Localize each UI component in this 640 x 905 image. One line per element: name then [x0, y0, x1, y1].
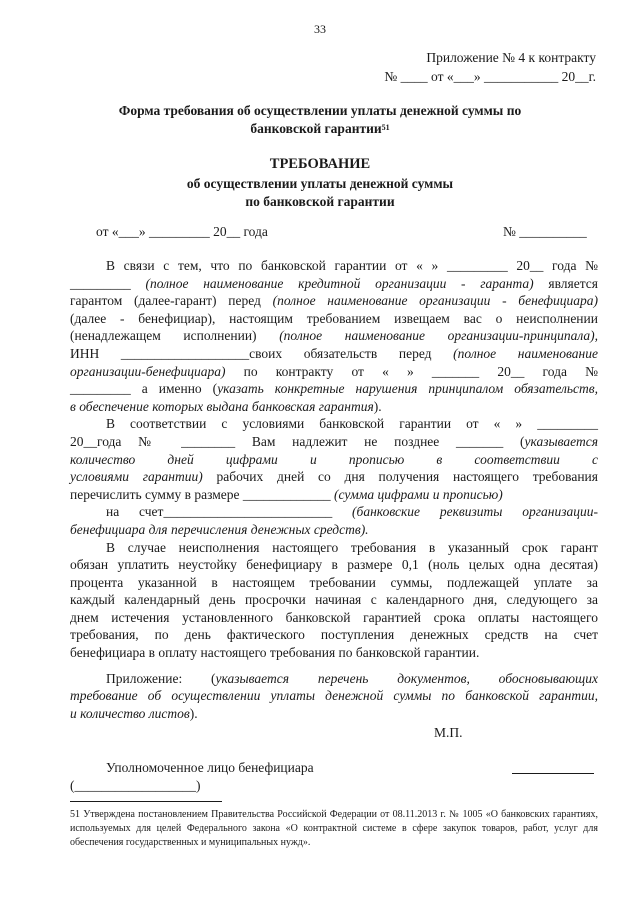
body-text: гарантом (далее-гарант) перед: [70, 293, 273, 309]
body-line: [70, 705, 598, 723]
signatory-name-field: (__________________): [70, 778, 201, 793]
body-italic-text: количество дней цифрами и прописью в соответствии с: [70, 451, 598, 467]
body-line: каждый календарный день просрочки начиная с календарного дня, следующего за: [70, 592, 598, 608]
body-italic-text: (полное наименование: [453, 345, 598, 361]
date-line: от «___» _________ 20__ года: [96, 224, 268, 239]
body-line: процента указанной в настоящем требовании суммы, подлежащей уплате за: [70, 574, 598, 590]
body-text: на счет_________________________: [106, 504, 353, 520]
body-italic-text: требование об осуществлении уплаты денежной суммы по банковской гарантии,: [70, 688, 598, 704]
body-italic-text: бенефициара для перечисления денежных средств).: [70, 521, 369, 537]
body-line: [70, 687, 598, 705]
signatory-label: Уполномоченное лицо бенефициара: [106, 760, 314, 775]
body-italic-text: условиями гарантии): [70, 469, 203, 485]
appendix-label: Приложение № 4 к контракту: [426, 50, 596, 65]
form-title-line-1: Форма требования об осуществлении уплаты денежной суммы по: [118, 103, 522, 118]
body-line: бенефициара в оплату настоящего требования по банковской гарантии.: [70, 645, 480, 661]
body-line: В случае неисполнения настоящего требования в указанный срок гарант: [106, 539, 598, 555]
stamp-place-label: М.П.: [434, 725, 463, 740]
body-line: обязан уплатить неустойку бенефициару в размере 0,1 (ноль целых одна десятая): [70, 557, 598, 573]
body-italic-text: и количество листов: [70, 705, 190, 721]
paragraph-spacer: [70, 662, 598, 670]
body-text: ).: [189, 705, 198, 721]
body-text: перечислить сумму в размере _____________: [70, 486, 335, 502]
body-line: [70, 503, 598, 521]
body-line: [70, 433, 598, 451]
body-text: по контракту от « » _______ 20__ года №: [225, 363, 598, 379]
form-title: [40, 102, 600, 138]
body-line: (далее - бенефициар), настоящим требованием извещаем вас о неисполнении: [70, 310, 598, 326]
document-subtitle-line-2: по банковской гарантии: [245, 194, 395, 209]
body-text: является: [533, 275, 598, 291]
document-subtitle: [0, 175, 640, 211]
body-line: [70, 275, 598, 293]
body-italic-text: (полное наименование кредитной организации - гаранта): [145, 275, 534, 291]
body-text: _________ а именно (: [70, 381, 218, 397]
document-title: ТРЕБОВАНИЕ: [269, 156, 371, 172]
body-line: [70, 345, 598, 363]
body-line: [70, 363, 598, 381]
footnote-separator: [70, 801, 222, 802]
body-text: 20__года № ________ Вам надлежит не позднее _______ (: [70, 433, 525, 449]
body-line: [70, 521, 598, 539]
body-text: (ненадлежащем исполнении): [70, 328, 280, 344]
body-line: В связи с тем, что по банковской гарантии от « » _________ 20__ года №: [106, 258, 598, 273]
footnote-reference: 51: [381, 123, 390, 132]
body-italic-text: в обеспечение которых выдана банковская гарантия: [70, 398, 374, 414]
body-line: [70, 327, 598, 345]
body-line: [70, 451, 598, 469]
body-italic-text: указывается: [524, 433, 598, 449]
footnote-text: 51 Утверждена постановлением Правительства Российской Федерации от 08.11.2013 г. № 1005 «О банковских гарантиях, используемых для целей Федерального закона «О контрактной системе в сфере закупок товаров, работ, услуг для обеспечения государственных и муниципальных нужд».: [70, 809, 598, 848]
body-line: [70, 292, 598, 310]
document-body: [70, 257, 598, 722]
number-line: № __________: [503, 224, 587, 239]
body-italic-text: (сумма цифрами и прописью): [334, 486, 503, 502]
body-text: _________: [70, 275, 146, 291]
document-subtitle-line-1: об осуществлении уплаты денежной суммы: [186, 176, 454, 191]
body-line: [70, 398, 598, 416]
body-italic-text: (полное наименование организации - бенефициара): [272, 293, 598, 309]
form-title-text: банковской гарантии: [250, 121, 382, 136]
form-title-line-2: [40, 120, 600, 138]
body-line: [70, 486, 598, 504]
body-text: Приложение: (: [106, 670, 216, 686]
body-italic-text: (банковские реквизиты организации-: [352, 504, 598, 520]
body-line: [70, 670, 598, 688]
body-line: днем истечения установленного банковской гарантией срока оплаты настоящего: [70, 609, 598, 625]
body-text: рабочих дней со дня получения настоящего требования: [202, 469, 598, 485]
body-line: В соответствии с условиями банковской гарантии от « » _________: [106, 416, 598, 432]
body-italic-text: указать конкретные нарушения принципалом обязательств,: [217, 381, 598, 397]
body-text: ).: [373, 398, 382, 414]
body-text: ИНН ___________________своих обязательств перед: [70, 345, 454, 361]
body-line: [70, 468, 598, 486]
contract-reference: № ____ от «___» ___________ 20__г.: [384, 69, 596, 84]
body-italic-text: организации-бенефициара): [70, 363, 226, 379]
body-line: требования, по день фактического поступления денежных средств на счет: [70, 627, 598, 643]
body-italic-text: указывается перечень документов, обосновывающих: [215, 670, 598, 686]
body-line: [70, 380, 598, 398]
page-number: 33: [314, 22, 326, 36]
signature-line: [512, 773, 594, 774]
body-italic-text: (полное наименование организации-принципала),: [279, 328, 598, 344]
